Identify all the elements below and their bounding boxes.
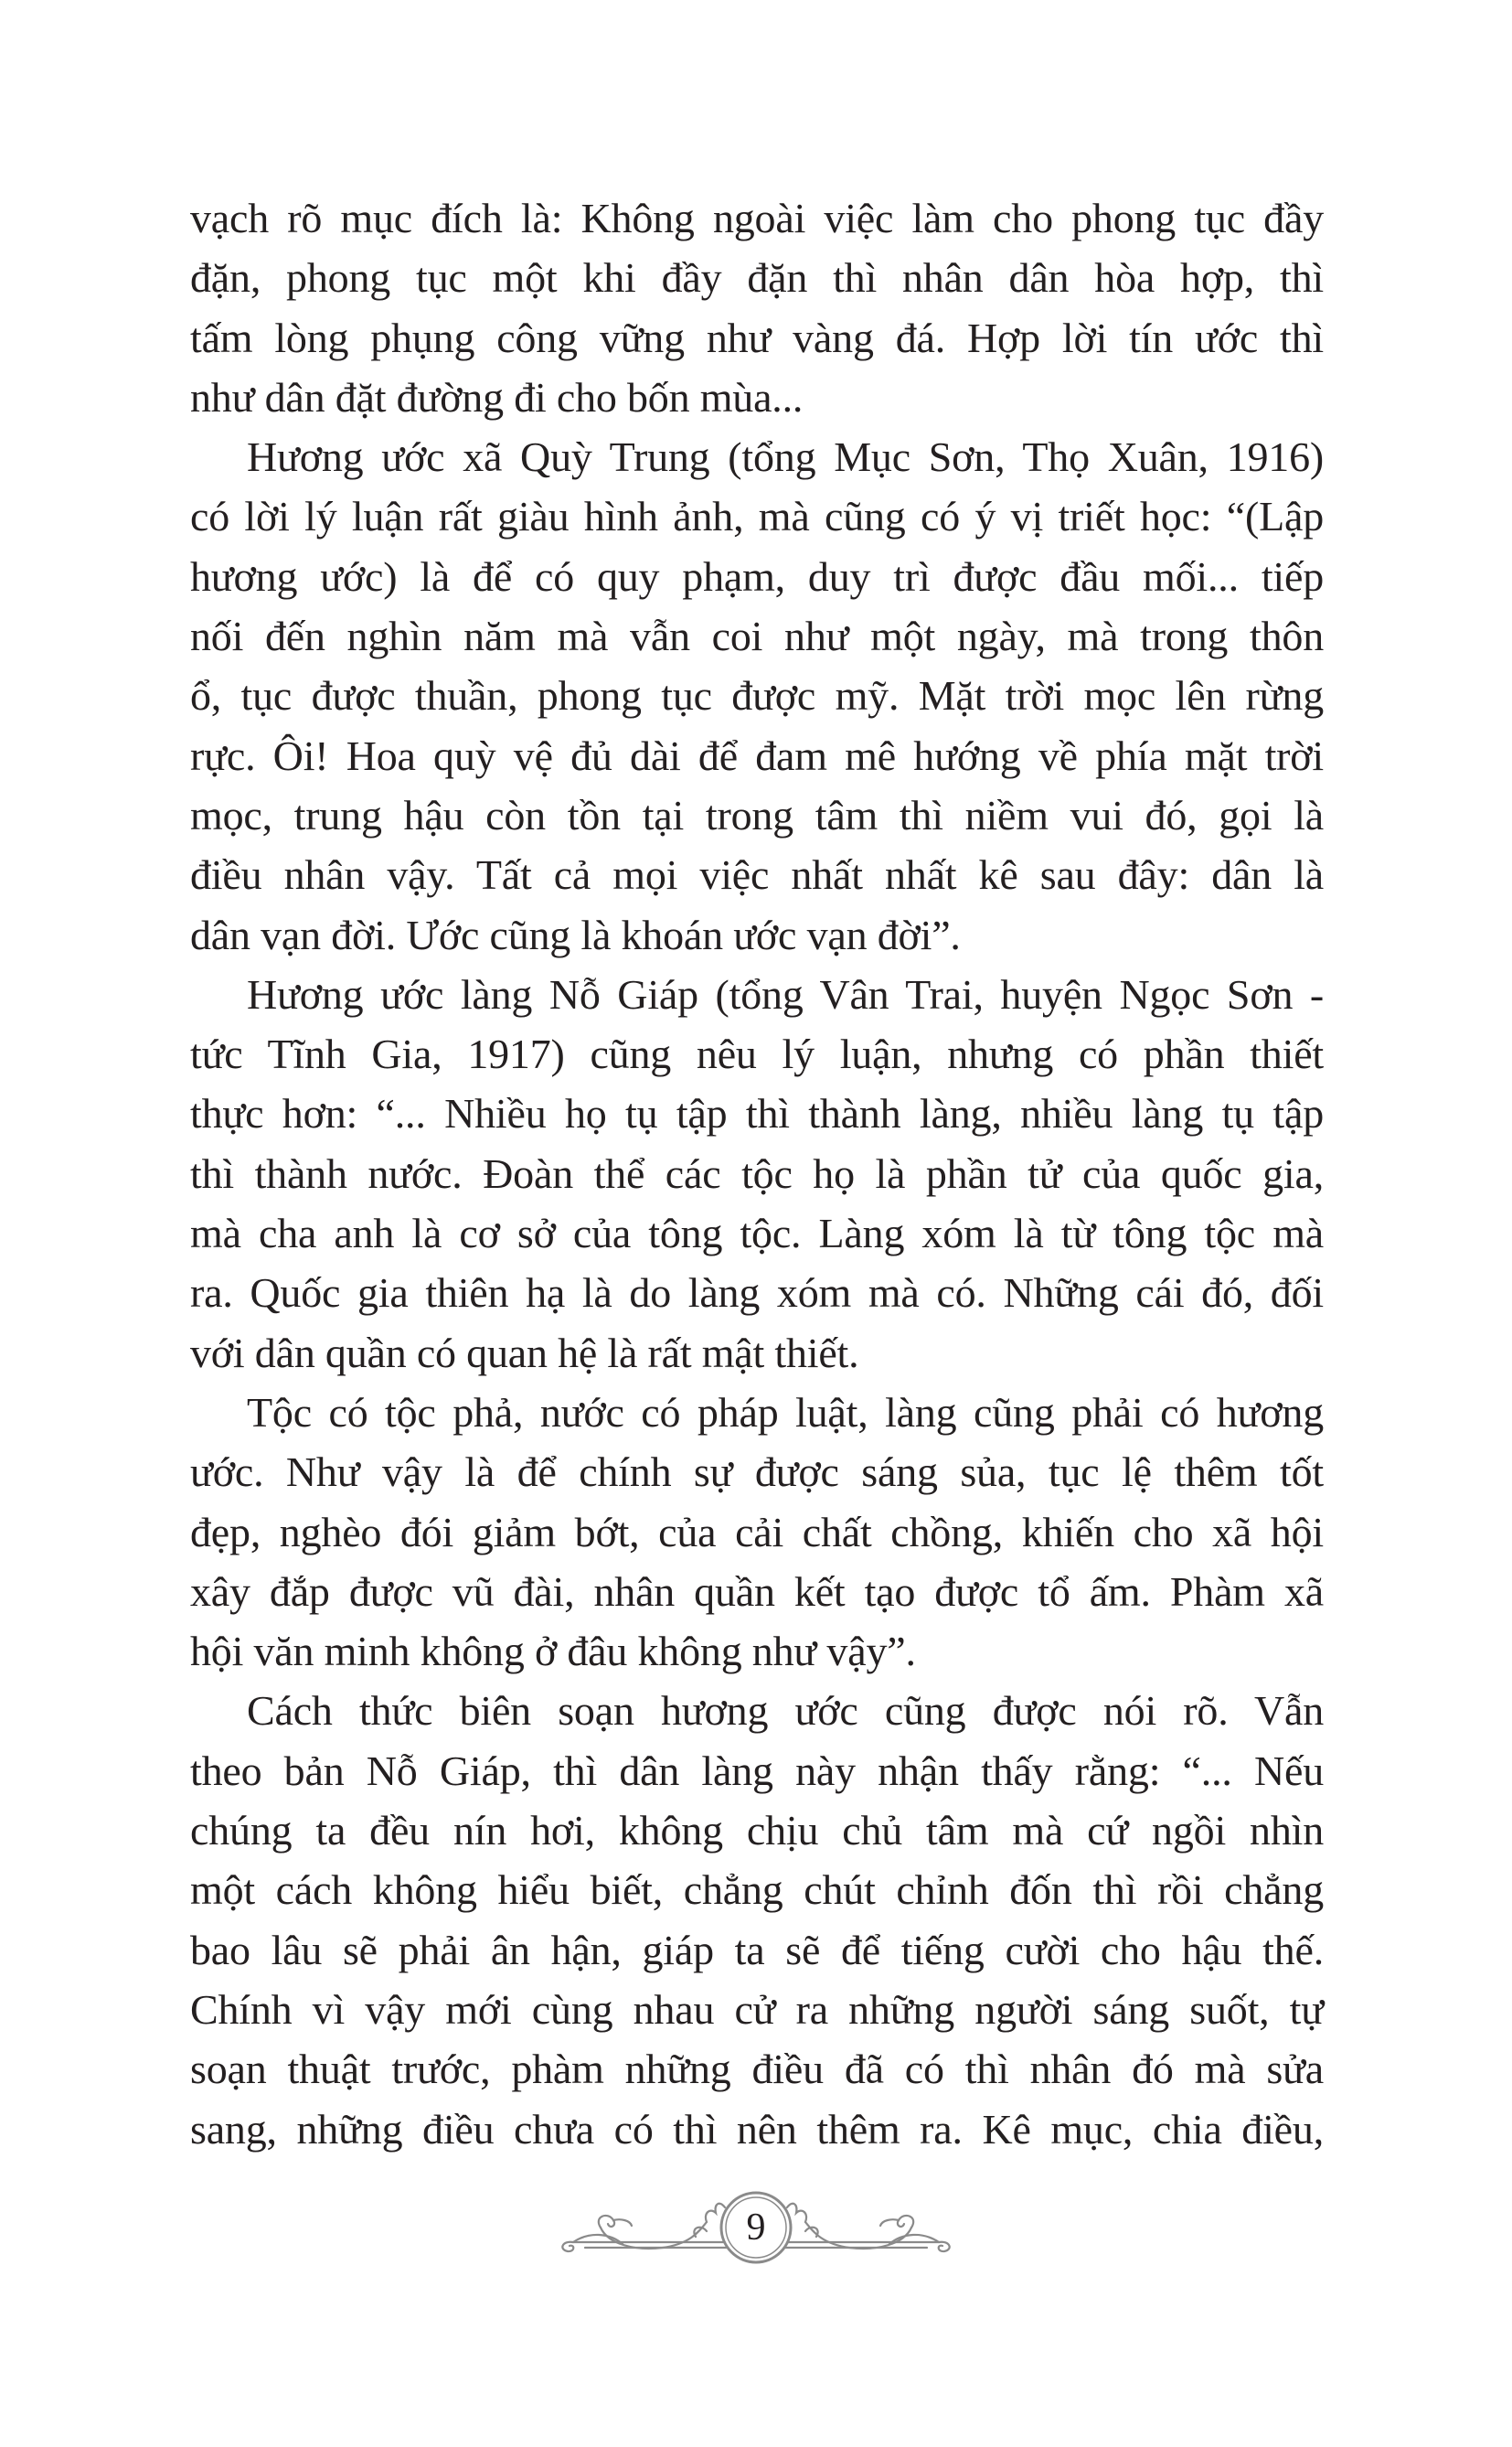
text-line: đặn, phong tục một khi đầy đặn thì nhân dân hòa hợp, thì [190,254,1324,302]
text-line: điều nhân vậy. Tất cả mọi việc nhất nhất kê sau đây: dân là [190,851,1324,899]
text-line: có lời lý luận rất giàu hình ảnh, mà cũng có ý vị triết học: “(Lập [190,493,1324,540]
text-line: chúng ta đều nín hơi, không chịu chủ tâm mà cứ ngồi nhìn [190,1807,1324,1854]
text-line: ra. Quốc gia thiên hạ là do làng xóm mà có. Những cái đó, đối [190,1269,1324,1317]
text-line: Cách thức biên soạn hương ước cũng được nói rõ. Vẫn [247,1687,1324,1735]
page-number: 9 [746,2207,766,2249]
body-text [190,188,1324,2159]
text-line: như dân đặt đường đi cho bốn mùa... [190,373,804,421]
text-line: Chính vì vậy mới cùng nhau cử ra những người sáng suốt, tự [190,1985,1324,2033]
text-line: tấm lòng phụng công vững như vàng đá. Hợp lời tín ước thì [190,314,1324,361]
text-line: vạch rõ mục đích là: Không ngoài việc làm cho phong tục đầy [190,195,1324,241]
text-line: với dân quần có quan hệ là rất mật thiết. [190,1329,859,1376]
page-footer [553,2191,959,2264]
text-line: xây đắp được vũ đài, nhân quần kết tạo được tổ ấm. Phàm xã [190,1567,1324,1615]
text-line: nối đến nghìn năm mà vẫn coi như một ngày, mà trong thôn [190,613,1324,660]
text-line: một cách không hiểu biết, chẳng chút chỉnh đốn thì rồi chẳng [190,1866,1324,1914]
text-line: sang, những điều chưa có thì nên thêm ra. Kê mục, chia điều, [190,2105,1324,2153]
text-line: bao lâu sẽ phải ân hận, giáp ta sẽ để tiếng cười cho hậu thế. [190,1926,1324,1973]
text-line: theo bản Nỗ Giáp, thì dân làng này nhận thấy rằng: “... Nếu [190,1747,1324,1794]
text-line: dân vạn đời. Ước cũng là khoán ước vạn đời”. [190,911,961,958]
text-line: hương ước) là để có quy phạm, duy trì được đầu mối... tiếp [190,552,1324,600]
text-line: Tộc có tộc phả, nước có pháp luật, làng cũng phải có hương [247,1388,1324,1436]
text-line: mà cha anh là cơ sở của tông tộc. Làng xóm là từ tông tộc mà [190,1210,1324,1257]
text-line: hội văn minh không ở đâu không như vậy”. [190,1628,916,1675]
text-line: Hương ước làng Nỗ Giáp (tổng Vân Trai, huyện Ngọc Sơn - [247,970,1324,1018]
text-line: rực. Ôi! Hoa quỳ vệ đủ dài để đam mê hướng về phía mặt trời [190,732,1324,779]
text-line: tức Tĩnh Gia, 1917) cũng nêu lý luận, nhưng có phần thiết [190,1031,1324,1078]
text-line: ước. Như vậy là để chính sự được sáng sủa, tục lệ thêm tốt [190,1448,1324,1496]
text-line: Hương ước xã Quỳ Trung (tổng Mục Sơn, Thọ Xuân, 1916) [247,433,1324,481]
text-line: đẹp, nghèo đói giảm bớt, của cải chất chồng, khiến cho xã hội [190,1508,1324,1555]
text-line: soạn thuật trước, phàm những điều đã có thì nhân đó mà sửa [190,2046,1324,2093]
text-line: thì thành nước. Đoàn thể các tộc họ là phần tử của quốc gia, [190,1149,1324,1197]
text-line: ổ, tục được thuần, phong tục được mỹ. Mặt trời mọc lên rừng [190,672,1324,720]
text-line: mọc, trung hậu còn tồn tại trong tâm thì niềm vui đó, gọi là [190,791,1324,839]
text-line: thực hơn: “... Nhiều họ tụ tập thì thành làng, nhiều làng tụ tập [190,1090,1324,1138]
